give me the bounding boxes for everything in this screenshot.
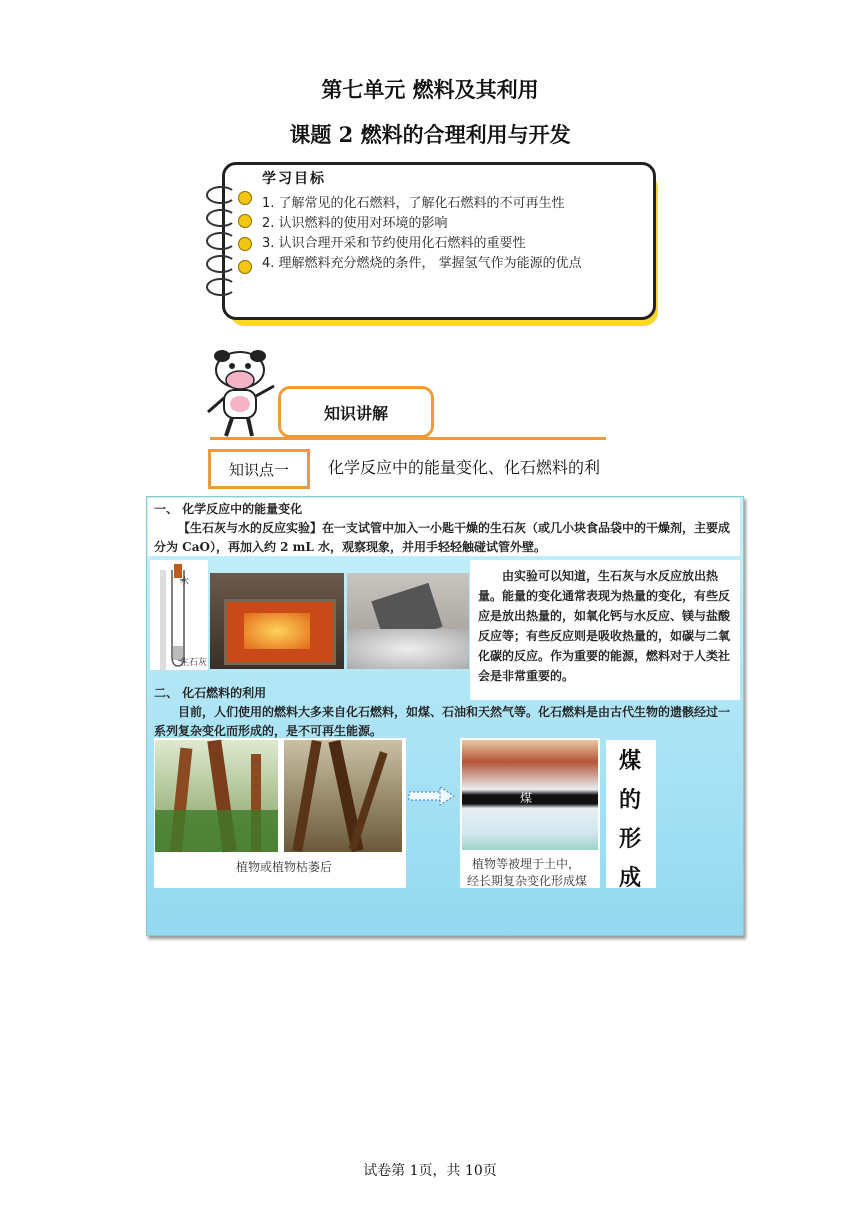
coal-formation-char: 成 (619, 866, 642, 891)
binder-hole-icon (238, 237, 252, 251)
coal-formation-char: 煤 (619, 749, 642, 774)
page-footer: 试卷第 1页，共 10页 (363, 1163, 497, 1179)
section2-title: 二、 化石燃料的利用 (154, 686, 267, 700)
section2-paragraph: 目前，人们使用的燃料大多来自化石燃料，如煤、石油和天然气等。化石燃料是由古代生物的遗骸经过一系列复杂变化而形成的，是不可再生能源。 (154, 705, 731, 738)
objective-item: 4. 理解燃料充分燃烧的条件， 掌握氢气作为能源的优点 (262, 256, 582, 271)
knowledge-banner: 知识讲解 (278, 386, 434, 438)
test-tube-figure (150, 560, 208, 670)
section1-paragraph: 【生石灰与水的反应实验】在一支试管中加入一小匙干燥的生石灰（或几小块食品袋中的干燥剂，主要成分为 CaO），再加入约 2 mL 水，观察现象，并用手轻轻触碰试管外壁。 (154, 521, 731, 554)
binder-ring-icon (206, 209, 236, 227)
caption-buried-1: 植物等被埋于土中， (472, 857, 581, 871)
unit-title: 第七单元 燃料及其利用 (321, 77, 539, 102)
knowledge-point-label: 知识点一 (208, 449, 310, 489)
binder-hole-icon (238, 191, 252, 205)
binder-ring-icon (206, 278, 236, 296)
knowledge-point-title: 化学反应中的能量变化、化石燃料的利 (328, 458, 601, 477)
tube-lime-label: 生石灰 (180, 658, 208, 668)
lesson-title: 课题 2 燃料的合理利用与开发 (289, 122, 571, 147)
coal-formation-char: 的 (619, 788, 642, 813)
energy-paragraph: 由实验可以知道，生石灰与水反应放出热量。能量的变化通常表现为热量的变化，有些反应是放出热量的，如氧化钙与水反应、镁与盐酸反应等；有些反应则是吸收热量的，如碳与二氧化碳的反应。作为重要的能源，燃料对于人类社会是非常重要的。 (478, 569, 731, 683)
binder-hole-icon (238, 214, 252, 228)
binder-hole-icon (238, 260, 252, 274)
furnace-photo (210, 573, 344, 669)
cow-mascot-icon (200, 346, 280, 442)
coal-formation-char: 形 (619, 827, 642, 852)
objective-item: 1. 了解常见的化石燃料，了解化石燃料的不可再生性 (262, 196, 565, 211)
binder-ring-icon (206, 186, 236, 204)
demolition-photo (347, 573, 469, 669)
caption-buried-2: 经长期复杂变化形成煤 (467, 874, 588, 888)
caption-plants: 植物或植物枯萎后 (236, 860, 333, 874)
binder-ring-icon (206, 255, 236, 273)
forest-image (155, 740, 278, 852)
objectives-list (262, 194, 582, 274)
dead-trees-image (284, 740, 402, 852)
binder-ring-icon (206, 232, 236, 250)
objective-item: 3. 认识合理开采和节约使用化石燃料的重要性 (262, 236, 526, 251)
coal-layer-label: 煤 (520, 791, 533, 805)
section1-title: 一、 化学反应中的能量变化 (154, 502, 303, 516)
tube-water-label: 水 (180, 577, 190, 587)
arrow-right-icon (408, 786, 456, 806)
objectives-heading: 学习目标 (262, 171, 326, 187)
objective-item: 2. 认识燃料的使用对环境的影响 (262, 216, 448, 231)
